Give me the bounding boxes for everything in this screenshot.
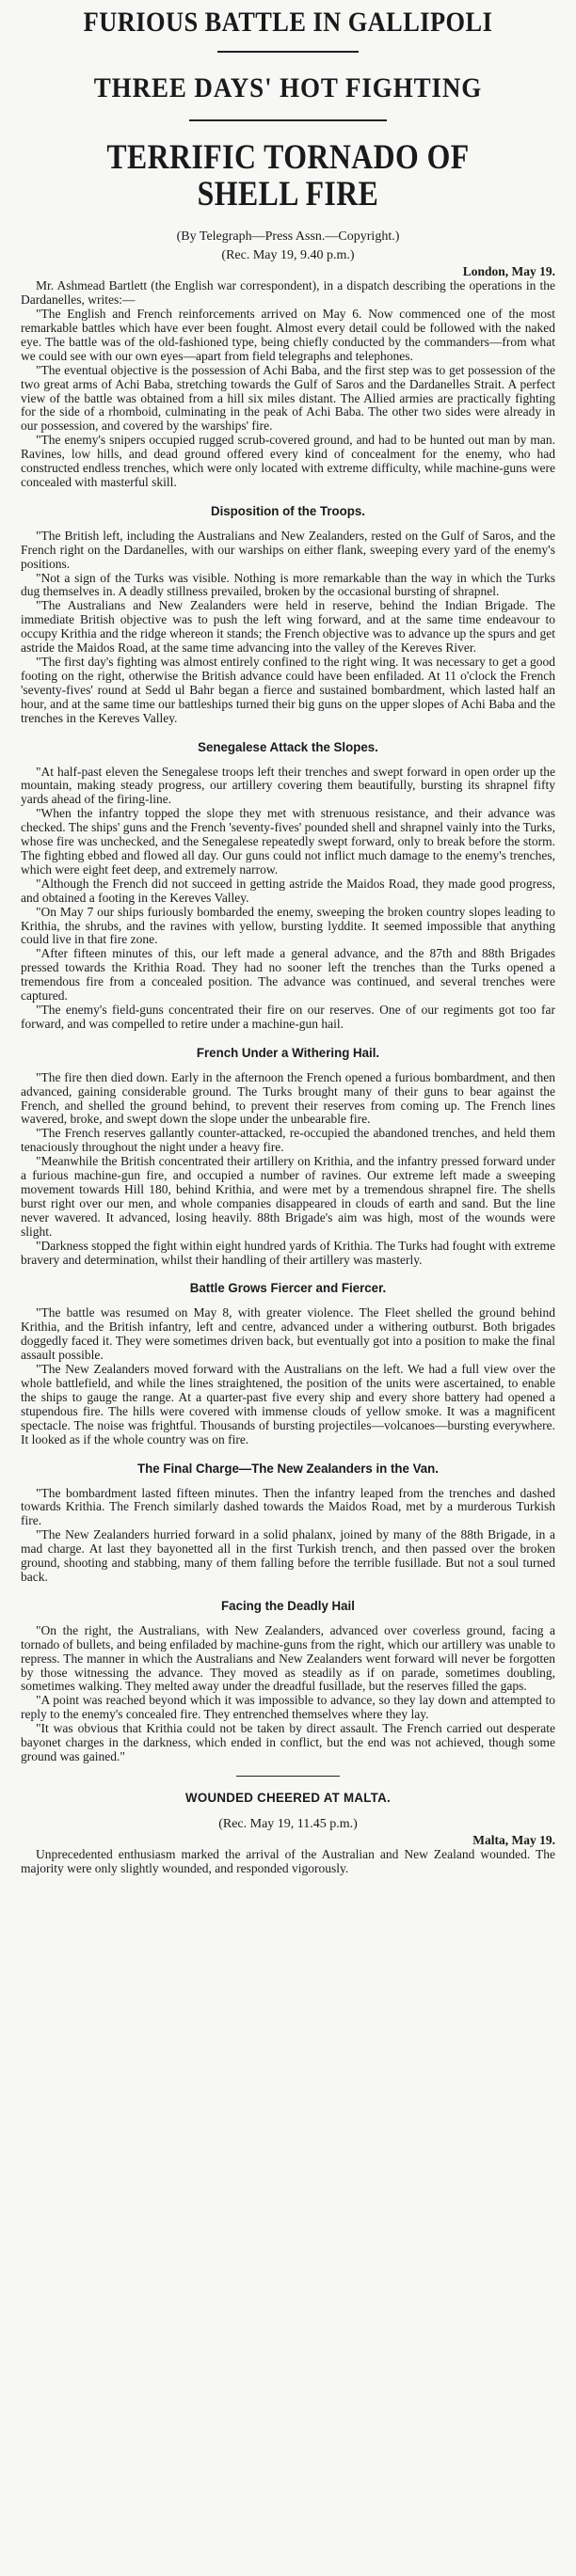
paragraph: "It was obvious that Krithia could not be taken by direct assault. The French carried out desperate bayonet charges in the darkness, which ended in conflict, but the end was not achieved, though some ground was gained." [21, 1721, 555, 1763]
dateline: London, May 19. [462, 264, 555, 279]
credit-line: (By Telegraph—Press Assn.—Copyright.) [176, 229, 400, 244]
paragraph: Unprecedented enthusiasm marked the arrival of the Australian and New Zealand wounded. The majority were only slightly wounded, and responded vigorously. [21, 1847, 555, 1876]
paragraph: "The English and French reinforcements arrived on May 6. Now commenced one of the most remarkable battles which have ever been fought. Almost every detail could be followed with the naked eye. The battle was of the old-fashioned type, being chiefly conducted by the commanders—from what we could see with our own eyes—apart from field telegraphs and telephones. [21, 307, 555, 363]
section-heading: Disposition of the Troops. [210, 502, 366, 518]
paragraph: "Although the French did not succeed in getting astride the Maidos Road, they made good progress, and obtained a footing in the Kereves Valley. [21, 876, 555, 905]
paragraph: "When the infantry topped the slope they met with strenuous resistance, and their advance was checked. The ships' guns and the French 'seventy-fives' pounded shell and shrapnel vainly into the Turks, whose fire was unchecked, and the Senegalese repeatedly swept forward, only to break before the storm. The fighting ebbed and flowed all day. Our guns could not inflict much damage to the enemy's trenches, which were eight feet deep, and extremely narrow. [21, 806, 555, 877]
headline-main: FURIOUS BATTLE IN GALLIPOLI [83, 7, 493, 38]
section-heading: French Under a Withering Hail. [196, 1044, 380, 1060]
received-time: (Rec. May 19, 11.45 p.m.) [218, 1816, 358, 1831]
section-french [21, 1045, 555, 1268]
paragraph: "The fire then died down. Early in the afternoon the French opened a furious bombardment, and then advanced, gaining considerable ground. The Turks brought many of their guns to bear against the French, and shelled the ground behind, to prevent their reserves from coming up. The French lines wavered, broke, and swept down the slope under the unbearable fire. [21, 1069, 555, 1127]
section-heading: Facing the Deadly Hail [221, 1597, 355, 1613]
paragraph: "The first day's fighting was almost entirely confined to the right wing. It was necessary to get a good footing on the right, otherwise the British advance could have been enfiladed. At 11 o'clock the French 'seventy-fives' round at Sedd ul Bahr began a fierce and sustained bombardment, which lasted half an hour, and at the same time our battleships turned their big guns on the upper slopes of Achi Baba and the trenches in the Kereves Valley. [21, 655, 555, 725]
paragraph: "The Australians and New Zealanders were held in reserve, behind the Indian Brigade. The immediate British objective was to push the left wing forward, and at the same time endeavour to occupy Krithia and the ridge whereon it stands; the French objective was to advance up the spurs and get astride the Maidos Road, at the same time advancing into the valley of the Kereves River. [21, 598, 555, 656]
intro-body [21, 279, 555, 490]
paragraph: "The New Zealanders hurried forward in a solid phalanx, joined by many of the 88th Brigade, in a mad charge. At last they bayonetted all in the first Turkish trench, and then passed over the broken ground, shooting and stabbing, many of them falling before the terrible fusillade. But not a soul turned back. [21, 1527, 555, 1584]
paragraph: "The enemy's snipers occupied rugged scrub-covered ground, and had to be hunted out man by man. Ravines, low hills, and dead ground offered every kind of concealment for the enemy, who had constructed endless trenches, which were only located with extreme difficulty, while machine-guns were concealed with masterful skill. [21, 433, 555, 489]
paragraph: "The battle was resumed on May 8, with greater violence. The Fleet shelled the ground behind Krithia, and the British infantry, left and centre, advanced under a withering outburst. Both brigades doggedly faced it. They were sometimes driven back, but eventually got into a position to make the final assault possible. [21, 1305, 555, 1363]
paragraph: "A point was reached beyond which it was impossible to advance, so they lay down and attempted to reply to the enemy's concealed fire. They entrenched themselves where they lay. [21, 1693, 555, 1722]
headline-tertiary: TERRIFIC TORNADO OF SHELL FIRE [106, 138, 470, 213]
paragraph: "Not a sign of the Turks was visible. Nothing is more remarkable than the way in which the Turks dug themselves in. A deadly stillness prevailed, broken by the occasional bursting of shrapnel. [21, 570, 555, 599]
paragraph: "On the right, the Australians, with New Zealanders, advanced over coverless ground, facing a tornado of bullets, and being enfiladed by machine-guns from the right, which our artillery was unable to repress. The manner in which the Australians and New Zealanders went forward will never be forgotten by those witnessing the advance. They moved as steadily as if on parade, sometimes doubling, sometimes walking. They melted away under the dreadful fusillade, but the reserves filled the gaps. [21, 1622, 555, 1694]
section-disposition [21, 503, 555, 726]
paragraph: "The eventual objective is the possession of Achi Baba, and the first step was to get possession of the two great arms of Achi Baba, stretching towards the Gulf of Saros and the Dardanelles Strait. A perfect view of the battle was obtained from a hill six miles distant. The Allied armies are practically fighting for the side of a rhomboid, culminating in the peak of Achi Baba. The other two sides were already in our possession, and covered by the warships' fire. [21, 362, 555, 434]
section-heading: The Final Charge—The New Zealanders in the Van. [136, 1460, 440, 1476]
paragraph: "The New Zealanders moved forward with the Australians on the left. We had a full view over the whole battlefield, and while the lines straightened, the position of the units were ascertained, to enable the ships to gauge the range. At a quarter-past five every ship and every shore battery had opened a stupendous fire. The hills were covered with immense clouds of yellow smoke. It was a magnificent spectacle. The noise was frightful. Thousands of bursting projectiles—volcanoes—bursting everywhere. It looked as if the whole country was on fire. [21, 1362, 555, 1446]
section-battle-fiercer [21, 1280, 555, 1446]
divider [217, 51, 359, 53]
paragraph: "Darkness stopped the fight within eight hundred yards of Krithia. The Turks had fought with extreme bravery and determination, whilst their handling of their artillery was masterly. [21, 1238, 555, 1267]
divider [189, 119, 387, 121]
paragraph: "The French reserves gallantly counter-attacked, re-occupied the abandoned trenches, and held them tenaciously throughout the night under a heavy fire. [21, 1126, 555, 1155]
paragraph: "Meanwhile the British concentrated their artillery on Krithia, and the infantry pressed forward under a furious machine-gun fire, and occupied a number of ravines. Our extreme left made a sweeping movement towards Hill 180, behind Krithia, and were met by a tremendous shrapnel fire. The shells burst right over our men, and whole companies disappeared in clouds of earth and sand. But the line never wavered. It advanced, losing heavily. 88th Brigade's aim was high, most of the wounds were slight. [21, 1154, 555, 1239]
paragraph: "The British left, including the Australians and New Zealanders, rested on the Gulf of Saros, and the French right on the Dardanelles, with our warships on either flank, sweeping every yard of the enemy's positions. [21, 528, 555, 571]
paragraph: "On May 7 our ships furiously bombarded the enemy, sweeping the broken country slopes leading to Krithia, the shrubs, and the ravines with yellow, bursting lyddite. It seemed impossible that anything could live in that fire zone. [21, 904, 555, 947]
section-deadly-hail [21, 1598, 555, 1764]
section-heading: Senegalese Attack the Slopes. [198, 738, 378, 754]
section-senegalese [21, 739, 555, 1032]
paragraph: "After fifteen minutes of this, our left made a general advance, and the 87th and 88th Brigades pressed towards the Krithia Road. They had no sooner left the trenches than the Turks opened a tremendous fire from a concealed position. The advance was continued, and several trenches were captured. [21, 946, 555, 1004]
section-malta [21, 1790, 555, 1876]
headline-secondary: THREE DAYS' HOT FIGHTING [93, 71, 483, 103]
section-heading: Battle Grows Fiercer and Fiercer. [189, 1280, 387, 1296]
paragraph: "The enemy's field-guns concentrated their fire on our reserves. One of our regiments got too far forward, and was compelled to retire under a machine-gun hail. [21, 1002, 555, 1031]
dateline: Malta, May 19. [472, 1833, 555, 1848]
received-time: (Rec. May 19, 9.40 p.m.) [221, 247, 355, 262]
divider [236, 1776, 340, 1777]
section-final-charge [21, 1461, 555, 1585]
paragraph: "At half-past eleven the Senegalese troops left their trenches and swept forward in open order up the mountain, making steady progress, our artillery covering them beautifully, bursting its shrapnel fifty yards ahead of the firing-line. [21, 764, 555, 807]
paragraph: Mr. Ashmead Bartlett (the English war correspondent), in a dispatch describing the operations in the Dardanelles, writes:— [21, 278, 555, 308]
paragraph: "The bombardment lasted fifteen minutes. Then the infantry leaped from the trenches and dashed towards Krithia. The French similarly dashed towards the Maidos Road, met by a murderous Turkish fire. [21, 1485, 555, 1528]
section-heading: WOUNDED CHEERED AT MALTA. [185, 1789, 391, 1805]
